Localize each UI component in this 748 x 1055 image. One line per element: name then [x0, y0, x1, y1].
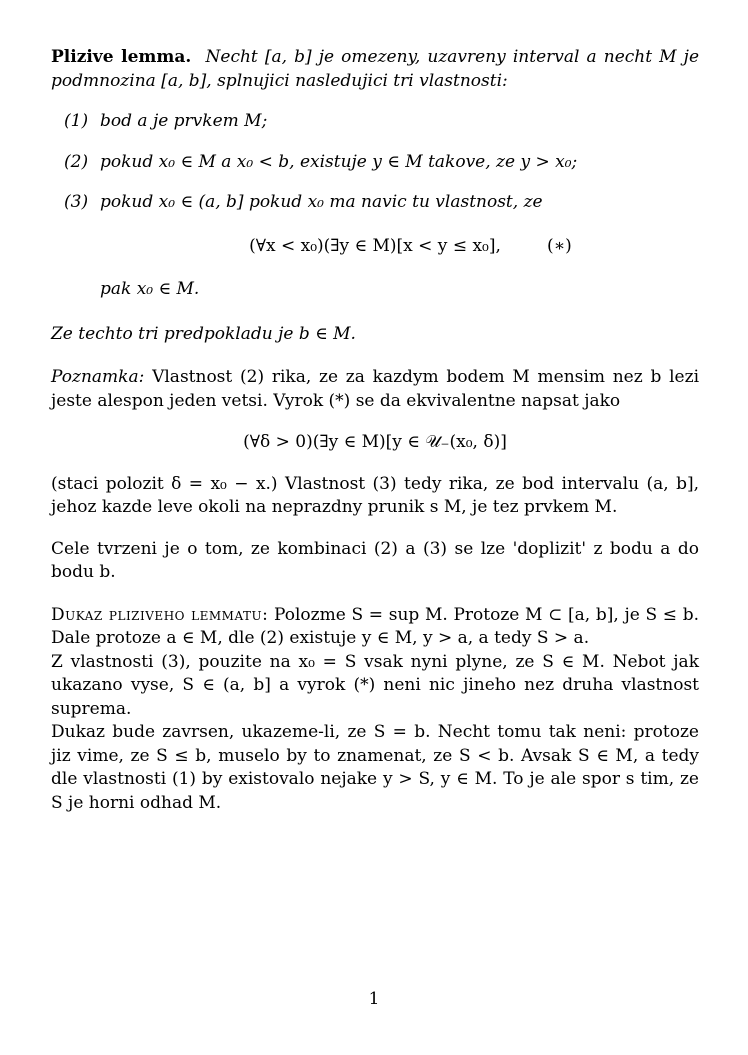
equation-star — [51, 235, 699, 259]
page-body — [51, 46, 699, 815]
property-3 — [51, 191, 699, 215]
lemma-statement: Necht [a, b] je omezeny, uzavreny interval a necht M je podmnozina [a, b], splnujici nasledujici tri vlastnosti: — [51, 47, 700, 91]
remark-paragraph — [51, 366, 699, 413]
lemma-conclusion: Ze techto tri predpokladu je b ∈ M. — [51, 323, 356, 344]
equation-delta: (∀δ > 0)(∃y ∈ M)[y ∈ 𝒰₋(x₀, δ)] — [243, 432, 507, 452]
property-1 — [51, 110, 699, 134]
lemma-heading: Plizive lemma. — [51, 47, 192, 67]
whole-statement-paragraph: Cele tvrzeni je o tom, ze kombinaci (2) a (3) se lze 'doplizit' z bodu a do bodu b. — [51, 538, 699, 582]
property-number: (3) — [64, 192, 89, 212]
property-number: (1) — [64, 111, 89, 131]
proof-paragraph-3: Dukaz bude zavrsen, ukazeme-li, ze S = b. Necht tomu tak neni: protoze jiz vime, ze S ≤ b, muselo by to znamenat, ze S < b. Avsak S ∈ M, a tedy dle vlastnosti (1) by existovalo nejake y > S, y ∈ M. To je ale spor s tim, ze S je horni odhad M. — [51, 722, 699, 813]
proof-paragraph-2: Z vlastnosti (3), pouzite na x₀ = S vsak nyni plyne, ze S ∈ M. Nebot jak ukazano vyse, S ∈ (a, b] a vyrok (*) neni nic jineho nez druha vlastnost suprema. — [51, 651, 699, 719]
remark-text: Vlastnost (2) rika, ze za kazdym bodem M mensim nez b lezi jeste alespon jeden vetsi. Vyrok (*) se da ekvivalentne napsat jako — [51, 367, 700, 411]
equation-star-formula: (∀x < x₀)(∃y ∈ M)[x < y ≤ x₀], — [249, 235, 501, 256]
property-text: bod a je prvkem M; — [100, 111, 268, 131]
remark-continuation: (staci polozit δ = x₀ − x.) Vlastnost (3) tedy rika, ze bod intervalu (a, b], jehoz kazde leve okoli na neprazdny prunik s M, je tez prvkem M. — [51, 473, 699, 517]
proof-paragraph-1 — [51, 604, 699, 651]
lemma-paragraph — [51, 46, 699, 93]
proof-label: Dukaz pliziveho lemmatu: — [51, 604, 269, 625]
remark-label: Poznamka: — [51, 367, 145, 387]
property-text: pokud x₀ ∈ (a, b] pokud x₀ ma navic tu vlastnost, ze — [100, 192, 543, 212]
equation-star-tag: (∗) — [547, 235, 572, 256]
property-2 — [51, 151, 699, 175]
page-number: 1 — [368, 989, 380, 1009]
property-number: (2) — [64, 151, 89, 172]
pak-line: pak x₀ ∈ M. — [100, 279, 200, 299]
property-text: pokud x₀ ∈ M a x₀ < b, existuje y ∈ M takove, ze y > x₀; — [100, 151, 578, 172]
proof-text-1: Polozme S = sup M. Protoze M ⊂ [a, b], je S ≤ b. Dale protoze a ∈ M, dle (2) existuje y ∈ M, y > a, a tedy S > a. — [51, 604, 700, 648]
